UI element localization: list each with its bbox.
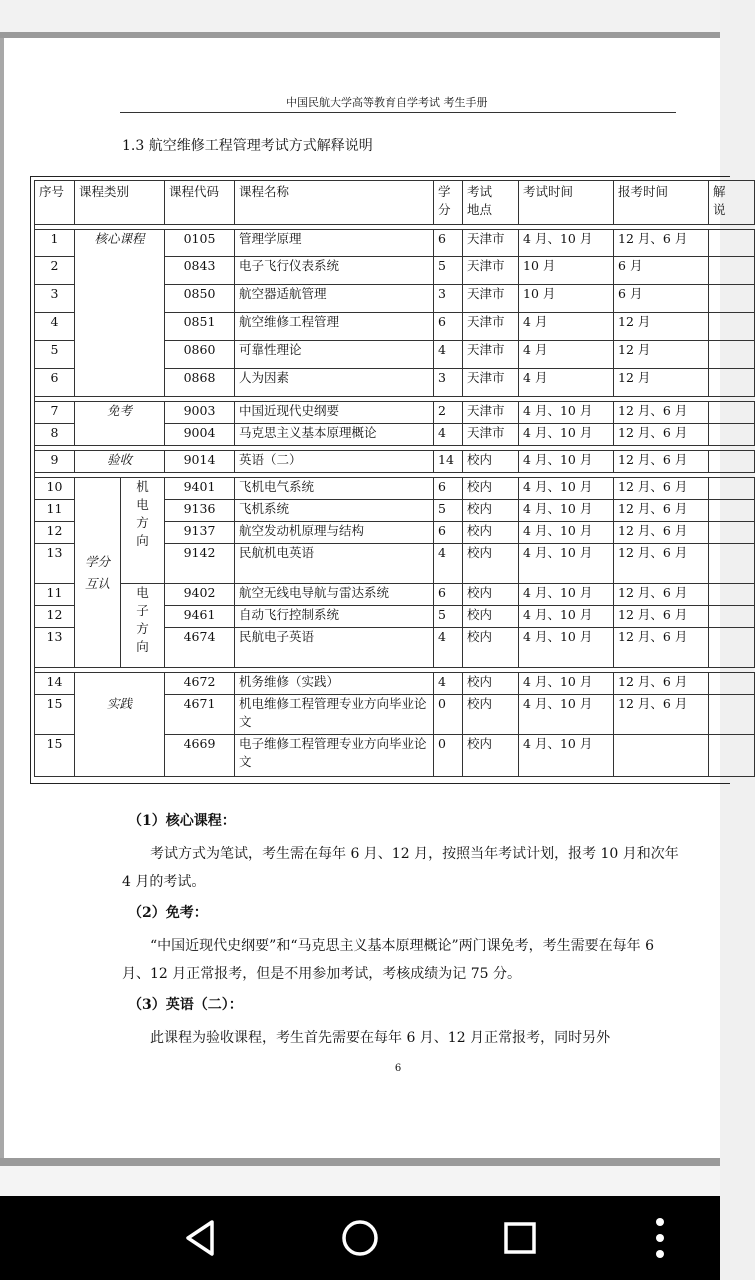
table-row: 5 0860 可靠性理论 4 天津市 4 月 12 月 — [35, 341, 755, 369]
note-1-body: 考试方式为笔试，考生需在每年 6 月、12 月，按照当年考试计划，报考 10 月和次年 4 月的考试。 — [122, 846, 679, 890]
header-rule — [120, 112, 676, 113]
navigation-bar — [0, 1196, 720, 1280]
note-1-title: （1）核心课程： — [128, 813, 236, 829]
page-number: 6 — [394, 1063, 402, 1074]
table-header-row — [35, 181, 755, 225]
col-header-exam-time: 考试时间 — [519, 181, 614, 225]
category-core: 核心课程 — [75, 230, 165, 397]
category-practice: 实践 — [75, 673, 165, 777]
running-header: 中国民航大学高等教育自学考试 考生手册 — [286, 96, 488, 109]
exam-table — [34, 180, 755, 777]
table-row: 12 9137 航空发动机原理与结构 6 校内 4 月、10 月 12 月、6 月 — [35, 522, 755, 544]
category-credit-transfer: 学分 互认 — [75, 478, 121, 668]
table-row: 6 0868 人为因素 3 天津市 4 月 12 月 — [35, 369, 755, 397]
table-row: 1 核心课程 0105 管理学原理 6 天津市 4 月、10 月 12 月、6 月 — [35, 230, 755, 257]
note-3-body: 此课程为验收课程，考生首先需要在每年 6 月、12 月正常报考，同时另外 — [150, 1030, 611, 1046]
more-dots-icon[interactable] — [636, 1214, 684, 1262]
table-row: 10 学分 互认 机 电 方 向 9401 飞机电气系统 6 校内 4 月、10 月 12 月、6 月 — [35, 478, 755, 500]
section-title: 1.3 航空维修工程管理考试方式解释说明 — [122, 138, 373, 154]
table-row: 13 4674 民航电子英语 4 校内 4 月、10 月 12 月、6 月 — [35, 628, 755, 668]
category-acceptance: 验收 — [75, 451, 165, 473]
subcategory-electronics: 电 子 方 向 — [121, 584, 165, 668]
subcategory-electromech: 机 电 方 向 — [121, 478, 165, 584]
next-page-area — [0, 1166, 720, 1198]
bottom-page-divider — [0, 1158, 720, 1166]
table-row: 7 免考 9003 中国近现代史纲要 2 天津市 4 月、10 月 12 月、6 月 — [35, 402, 755, 424]
back-triangle-icon[interactable] — [176, 1214, 224, 1262]
table-row: 2 0843 电子飞行仪表系统 5 天津市 10 月 6 月 — [35, 257, 755, 285]
col-header-reg-time: 报考时间 — [614, 181, 709, 225]
table-row: 9 验收 9014 英语（二） 14 校内 4 月、10 月 12 月、6 月 — [35, 451, 755, 473]
home-circle-icon[interactable] — [336, 1214, 384, 1262]
col-header-code: 课程代码 — [165, 181, 235, 225]
table-row: 14 实践 4672 机务维修（实践） 4 校内 4 月、10 月 12 月、6 月 — [35, 673, 755, 695]
table-row: 3 0850 航空器适航管理 3 天津市 10 月 6 月 — [35, 285, 755, 313]
recents-square-icon[interactable] — [496, 1214, 544, 1262]
note-3-title: （3）英语（二）： — [128, 997, 243, 1013]
col-header-extra: 解 说 — [709, 181, 755, 225]
table-row: 8 9004 马克思主义基本原理概论 4 天津市 4 月、10 月 12 月、6 月 — [35, 424, 755, 446]
col-header-place: 考试 地点 — [463, 181, 519, 225]
table-row: 13 9142 民航机电英语 4 校内 4 月、10 月 12 月、6 月 — [35, 544, 755, 584]
table-row: 4 0851 航空维修工程管理 6 天津市 4 月 12 月 — [35, 313, 755, 341]
col-header-category: 课程类别 — [75, 181, 165, 225]
category-exempt: 免考 — [75, 402, 165, 446]
note-2-title: （2）免考： — [128, 905, 208, 921]
table-row: 11 9136 飞机系统 5 校内 4 月、10 月 12 月、6 月 — [35, 500, 755, 522]
table-row: 12 9461 自动飞行控制系统 5 校内 4 月、10 月 12 月、6 月 — [35, 606, 755, 628]
col-header-credit: 学 分 — [434, 181, 463, 225]
col-header-name: 课程名称 — [235, 181, 434, 225]
note-2-body: “中国近现代史纲要”和“马克思主义基本原理概论”两门课免考，考生需要在每年 6 月、12 月正常报考，但是不用参加考试，考核成绩为记 75 分。 — [122, 938, 654, 982]
table-row: 15 4669 电子维修工程管理专业方向毕业论文 0 校内 4 月、10 月 — [35, 735, 755, 777]
table-row: 15 4671 机电维修工程管理专业方向毕业论文 0 校内 4 月、10 月 12 月、6 月 — [35, 695, 755, 735]
col-header-seq: 序号 — [35, 181, 75, 225]
table-row: 11 电 子 方 向 9402 航空无线电导航与雷达系统 6 校内 4 月、10 月 12 月、6 月 — [35, 584, 755, 606]
